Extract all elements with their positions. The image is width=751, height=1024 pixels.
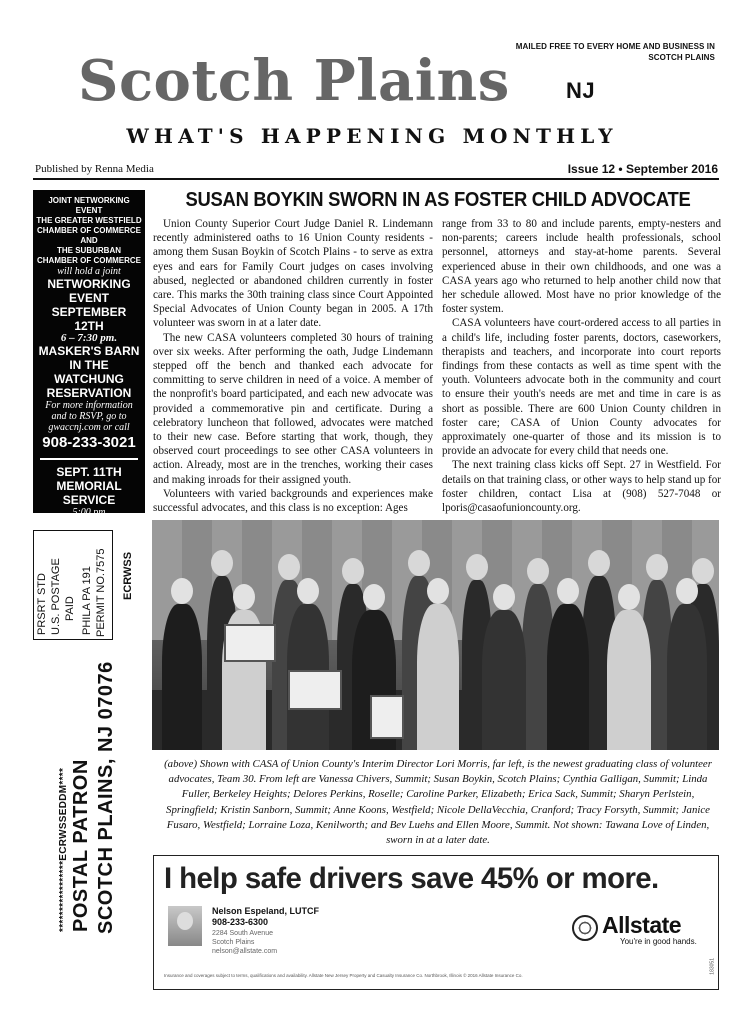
person-body [417,604,459,750]
postal-patron: POSTAL PATRON [70,759,92,932]
certificate [370,695,404,739]
person-head [297,578,319,604]
photo-person [547,578,589,750]
photo-person [417,578,459,750]
allstate-ad[interactable] [153,855,719,990]
permit-line: U.S. POSTAGE [50,558,62,635]
agent-address [212,929,277,956]
permit-line: PAID [64,596,76,621]
masthead-rule [33,178,719,180]
allstate-hands-icon [572,915,598,941]
article-paragraph: Volunteers with varied backgrounds and experiences make successful advocates, and this class is no exception: Ages [153,487,433,515]
permit-line: PRSRT STD [36,573,48,635]
sidebar-info: For more information [45,400,133,411]
sidebar-memorial-name: 9/11 MEMORIAL [43,518,135,532]
issue-date: Issue 12 • September 2016 [567,162,718,176]
sidebar-venue: MASKER'S BARN [38,344,140,358]
person-head [408,550,430,576]
sidebar-memorial-date: SEPT. 11TH [56,465,122,479]
article-column-1 [153,217,433,515]
article-column-2 [442,217,721,515]
sidebar-line: THE SUBURBAN [57,246,121,255]
agent-phone: 908-233-6300 [212,917,269,927]
photo-caption: (above) Shown with CASA of Union County's Interim Director Lori Morris, far left, is the newest graduating class of volunteer advocates, Team 30. From left are Vanessa Chivers, Summit; Susan Boykin, Scotch Plains; Cynthia Galligan, Summit; Linda Fuller, Berkeley Heights; Delores Perkins, Roselle; Caroline Parker, Elizabeth; Erica Sack, Summit; Sharyn Perlstein, Springfield; Kristin Sanborn, Summit; Anne Koons, Westfield; Nicole DellaVecchia, Cranford; Tracy Forsyth, Summit; Janice Fusaro, Westfield; Lorraine Loza, Kenilworth; and Bev Luehs and Ellen Moore, Summit. Not shown: Tawana Love of Linden, sworn in at a later date. [164,758,712,847]
ecrwss-label: ECRWSS [122,551,134,600]
masthead-subtitle: WHAT'S HAPPENING MONTHLY [126,124,618,148]
certificate [288,670,342,710]
article-paragraph: Union County Superior Court Judge Daniel R. Lindemann recently administered oaths to 16 Union County residents - among them Susan Boykin of Scotch Plains - to serve as extra eyes and ears for Family Court judges on cases involving abused, neglected or abandoned children currently in foster care. This marks the 30th training class since Court Appointed Special Advocates of Union County began in 2005. A 17th volunteer was sworn in at a later date. [153,218,433,330]
group-photo [152,520,719,750]
person-head [618,584,640,610]
agent-photo [168,906,202,946]
publisher-line: Published by Renna Media [35,163,154,175]
sidebar-info: and to RSVP, go to [51,411,127,422]
sidebar-phone: 908-233-3021 [42,434,136,451]
sidebar-memorial-title: MEMORIAL SERVICE [56,479,122,507]
postage-permit-box [33,530,113,640]
photo-person [607,584,651,750]
postal-city: SCOTCH PLAINS, NJ 07076 [95,661,117,934]
allstate-tagline: You're in good hands. [620,937,697,946]
masthead-title: Scotch Plains [78,48,510,114]
allstate-brand: Allstate [602,912,682,938]
person-body [482,610,526,750]
certificate [224,624,276,662]
sidebar-memorial-loc: Green located at the [48,543,130,554]
person-body [667,604,707,750]
events-sidebar [33,190,145,565]
person-head [342,558,364,584]
article-paragraph: The next training class kicks off Sept. 27 in Westfield. For details on that training class, or other ways to help stand up for foster children, contact Lisa at (908) 527-7048 or lporis@casaofunioncounty.org. [442,459,721,515]
sidebar-will-hold: will hold a joint [57,266,121,277]
sidebar-memorial-loc: Municipal Building [49,554,129,565]
sidebar-line: CHAMBER OF COMMERCE [37,226,141,235]
sidebar-line: CHAMBER OF COMMERCE [37,256,141,265]
article-headline: SUSAN BOYKIN SWORN IN AS FOSTER CHILD ADVOCATE [185,189,691,211]
mailed-free-notice: MAILED FREE TO EVERY HOME AND BUSINESS IN SCOTCH PLAINS [515,42,715,62]
person-head [676,578,698,604]
photo-person [162,578,202,750]
person-head [171,578,193,604]
ad-headline: I help safe drivers save 45% or more. [164,862,659,895]
person-head [466,554,488,580]
sidebar-event-date: SEPTEMBER 12TH [51,305,127,333]
sidebar-info: gwaccnj.com or call [48,422,130,433]
person-head [557,578,579,604]
person-head [363,584,385,610]
sidebar-line: JOINT NETWORKING EVENT [48,196,130,215]
person-head [211,550,233,576]
sidebar-line: THE GREATER WESTFIELD [36,216,142,225]
ad-code: 183051 [710,958,716,975]
address-line: 2284 South Avenue [212,930,273,937]
article-paragraph: The new CASA volunteers completed 30 hours of training over six weeks. After performing the oath, Judge Lindemann stepped off the bench and thanked each advocate for committing to serve children in need of a voice. A member of the nonprofit's board participated, and each new advocate was provided a commemorative pin and certificate. During a celebratory luncheon that followed, advocates were matched to their new case. Before starting that work, though, they observed court proceedings to see other CASA volunteers in action. Already, most are in the trenches, working their cases and making inroads for their assigned youth. [153,331,433,486]
sidebar-venue: RESERVATION [46,386,132,400]
photo-person [667,578,707,750]
article-paragraph: range from 33 to 80 and include parents, empty-nesters and non-parents; careers include health professionals, school personnel, attorneys and stay-at-home parents. Several experienced abuse in their own childhoods, and one was a CASA years ago who returned to help another child now that her schedule allowed. Most have no prior knowledge of the foster system. [442,218,721,316]
sidebar-venue: IN THE WATCHUNG [54,358,124,386]
sidebar-memorial-loc: at the Alan Augustine [45,532,132,543]
sidebar-line: AND [80,236,98,245]
masthead-state: NJ [566,78,596,103]
person-head [427,578,449,604]
permit-line: PERMIT NO.7575 [95,548,107,637]
person-body [547,604,589,750]
sidebar-divider [40,458,138,460]
eddm-code: *****************ECRWSSEDDM**** [58,767,69,932]
article-paragraph: CASA volunteers have court-ordered access to all parties in a child's life, including foster parents, doctors, caseworkers, therapists and teachers, and incorporate into court reports findings from these contacts as well as time spent with the youth. Volunteers advocate both in the community and court to ensure their youth's needs are met and time in care is as short as possible. There are 600 Union County children in foster care; CASA of Union County advocates for approximately one-quarter of those and its mission is to provide an advocate for every child that needs one. [442,317,721,458]
person-head [493,584,515,610]
person-head [233,584,255,610]
photo-person [482,584,526,750]
photo-person [222,584,266,750]
ad-fine-print: Insurance and coverages subject to terms, qualifications and availability. Allstate New Jersey Property and Casualty Insurance Co. Northbrook, Illinois © 2016 Allstate Insurance Co. [164,973,523,978]
address-line: nelson@allstate.com [212,948,278,955]
person-head [646,554,668,580]
sidebar-memorial-time: 5:00 pm [72,507,106,518]
person-body [607,610,651,750]
sidebar-event-time: 6 – 7:30 pm. [60,332,118,344]
person-body [162,604,202,750]
permit-line: PHILA PA 191 [81,566,93,635]
person-head [527,558,549,584]
sidebar-event-name: NETWORKING EVENT [47,277,131,305]
photo-person [287,578,329,750]
address-line: Scotch Plains [212,939,255,946]
person-head [588,550,610,576]
agent-name: Nelson Espeland, LUTCF [212,906,320,916]
person-head [278,554,300,580]
